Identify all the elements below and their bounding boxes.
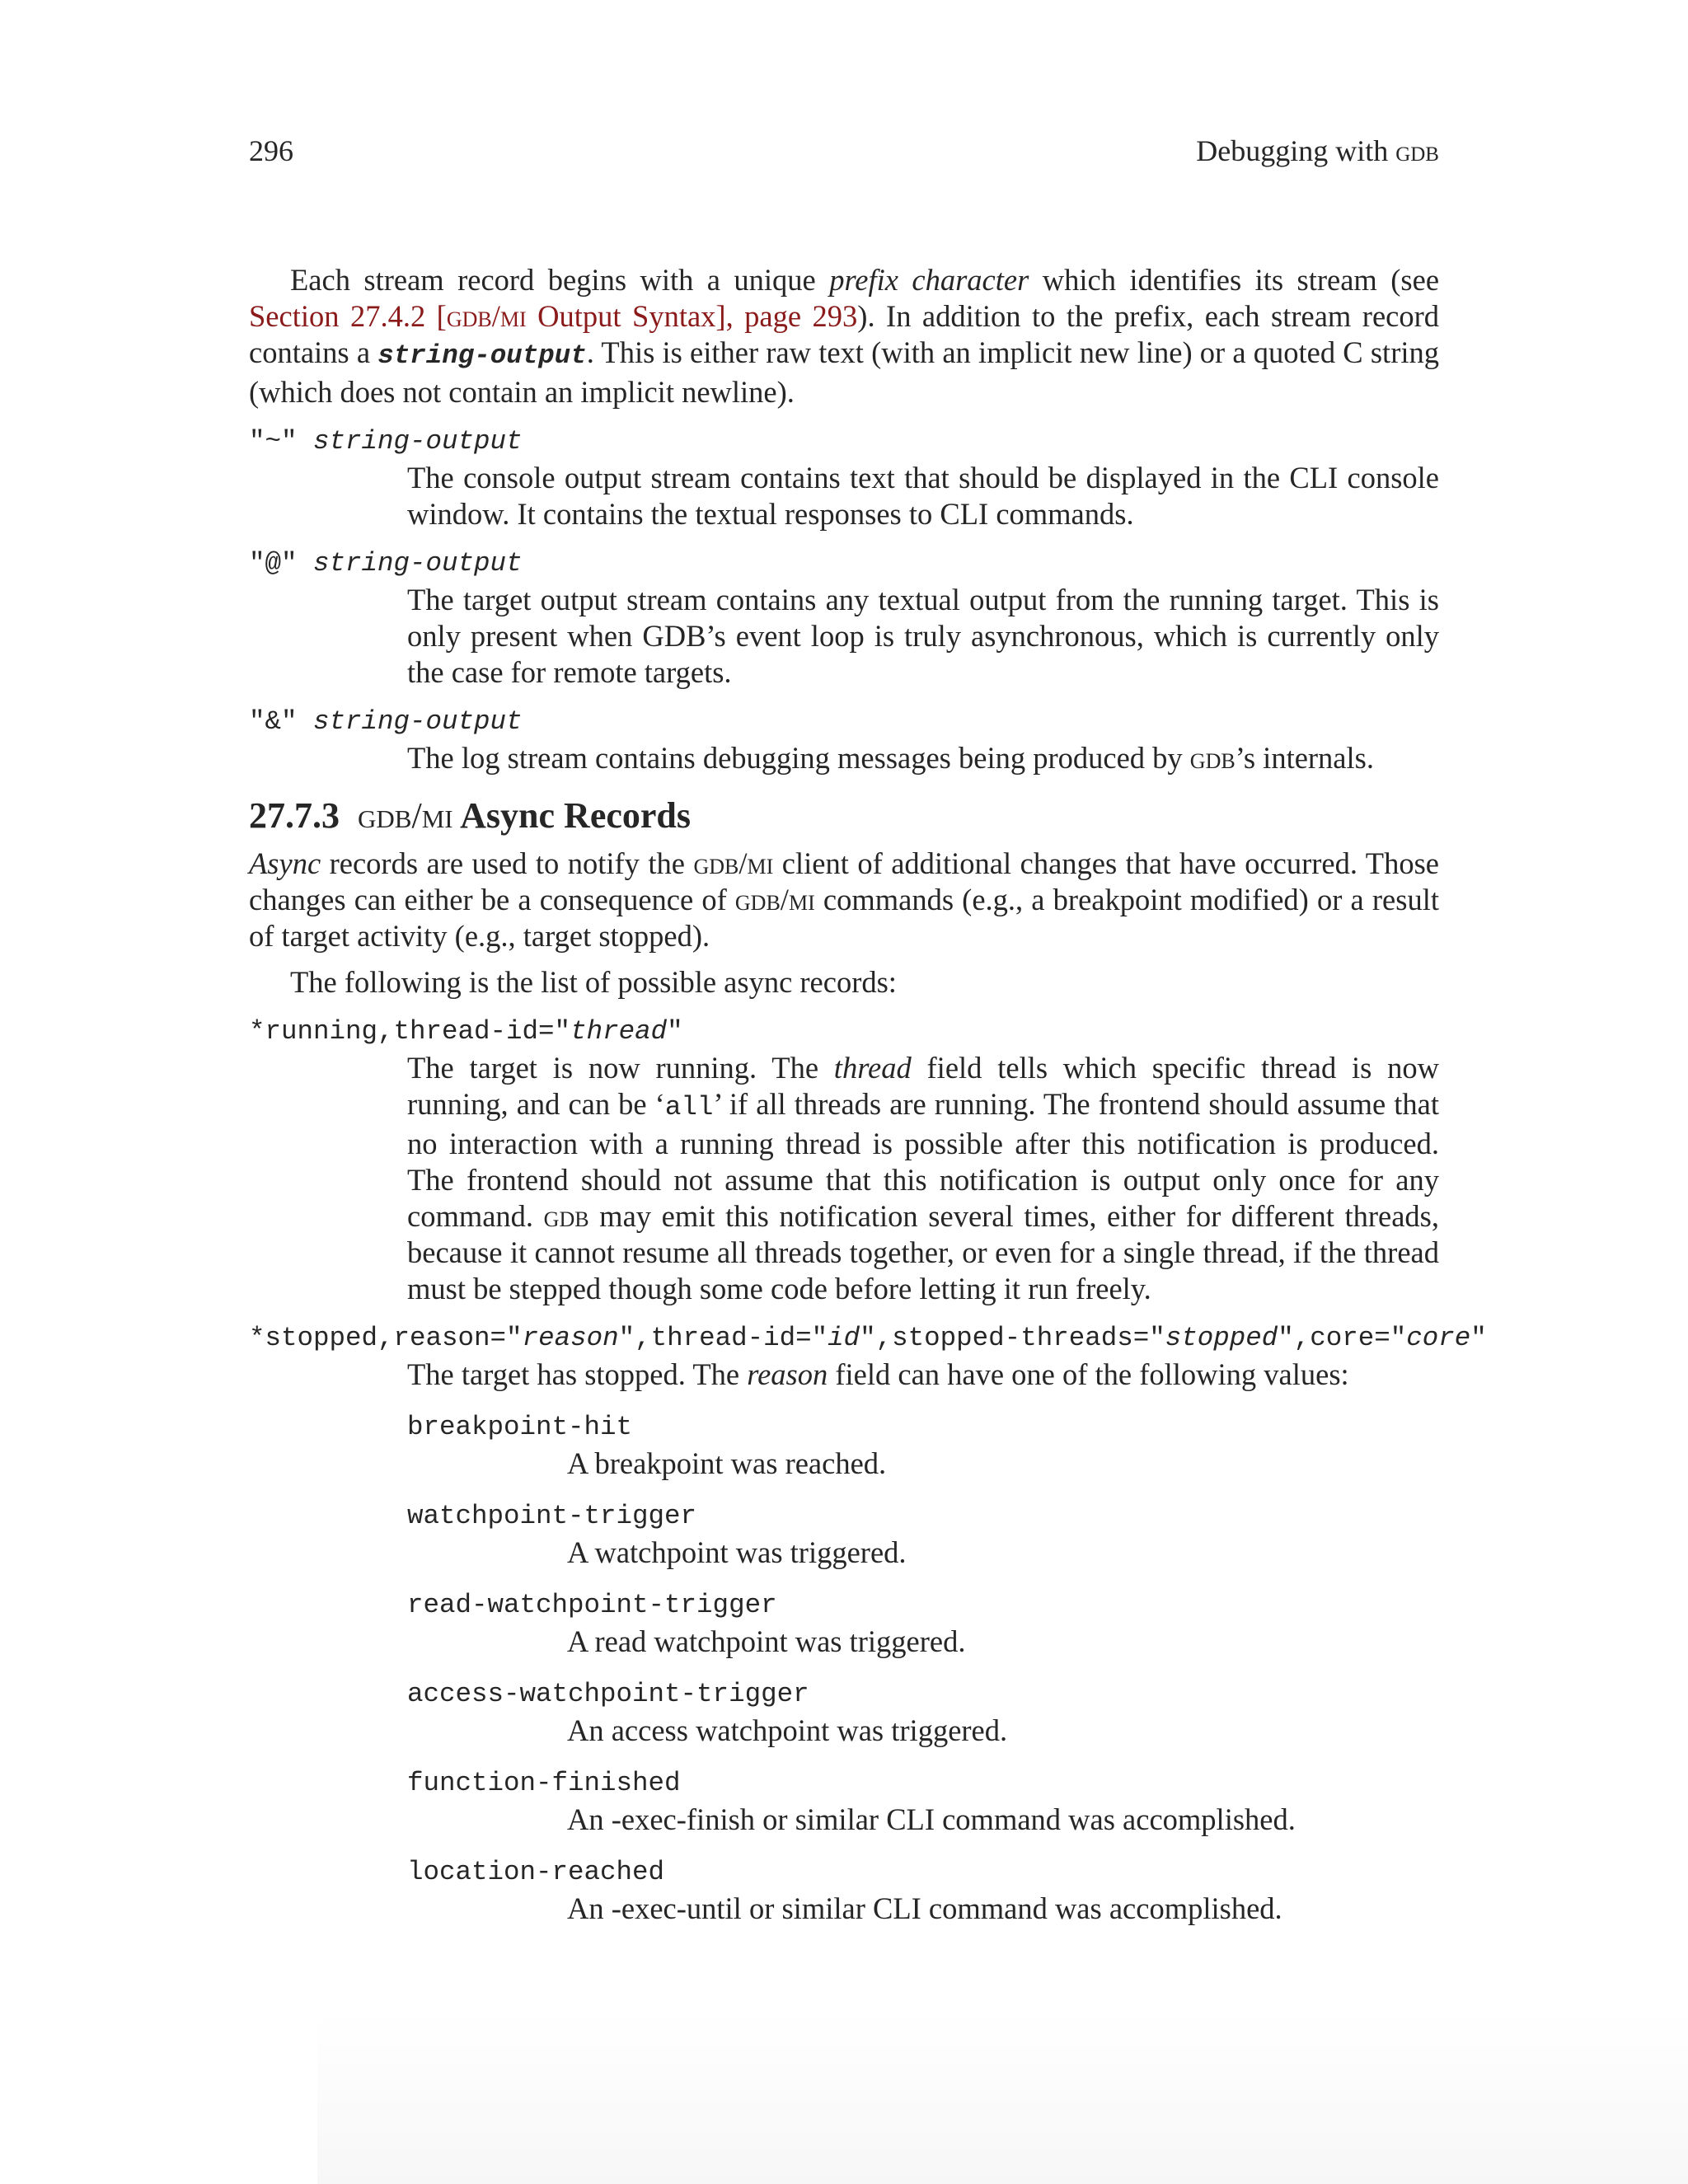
running-desc: The target is now running. The thread field tells which specific thread is now running, and can be ‘all’ if all threads are running. The frontend should assume that no interaction with a running thread is possible after this notification is produced. The frontend should not assume that this notification is output only once for any command. gdb may emit this notification several times, either for different threads, because it cannot resume all threads together, or even for a single thread, if the thread must be stepped though some code before letting it run freely. (407, 1051, 1439, 1305)
page-body (249, 262, 1487, 1927)
reason-desc: A read watchpoint was triggered. (567, 1624, 966, 1658)
reason-desc: An -exec-finish or similar CLI command was accomplished. (567, 1802, 1296, 1836)
page-number: 296 (249, 134, 293, 167)
running-term: *running,thread-id="thread" (249, 1016, 683, 1047)
stream-term-target: "@" string-output (249, 548, 523, 579)
intro-paragraph: Each stream record begins with a unique prefix character which identifies its stream (see Section 27.4.2 [gdb/mi Output Syntax], page 293). In addition to the prefix, each stream record contains a string-output. This is either raw text (with an implicit new line) or a quoted C string (which does not contain an implicit newline). (249, 263, 1440, 409)
stopped-desc: The target has stopped. The reason field can have one of the following values: (407, 1357, 1349, 1391)
reason-desc: A watchpoint was triggered. (567, 1535, 907, 1569)
reason-desc: An -exec-until or similar CLI command was accomplished. (567, 1891, 1282, 1925)
reason-term: read-watchpoint-trigger (407, 1590, 777, 1620)
running-title: Debugging with gdb (1196, 134, 1439, 167)
reason-term: breakpoint-hit (407, 1412, 633, 1442)
section-heading: 27.7.3 gdb/mi Async Records (249, 795, 692, 836)
page-header (249, 134, 1439, 168)
section-link[interactable]: Section 27.4.2 [gdb/mi Output Syntax], page 293 (249, 299, 858, 333)
stream-term-log: "&" string-output (249, 706, 523, 737)
reason-term: access-watchpoint-trigger (407, 1679, 809, 1709)
reason-desc: An access watchpoint was triggered. (567, 1713, 1008, 1747)
reason-term: watchpoint-trigger (407, 1501, 697, 1531)
reason-desc: A breakpoint was reached. (567, 1446, 887, 1480)
async-paragraph: Async records are used to notify the gdb/mi client of additional changes that have occurred. Those changes can either be a consequence of gdb/mi commands (e.g., a breakpoint modified) or a result of target activity (e.g., target stopped). (249, 846, 1439, 953)
reason-term: function-finished (407, 1768, 681, 1798)
reason-term: location-reached (407, 1857, 665, 1887)
stream-desc-log: The log stream contains debugging messages being produced by gdb’s internals. (407, 741, 1374, 775)
stopped-term: *stopped,reason="reason",thread-id="id",stopped-threads="stopped",core="core" (249, 1323, 1487, 1353)
list-intro: The following is the list of possible async records: (290, 965, 897, 999)
stream-desc-target: The target output stream contains any textual output from the running target. This is only present when GDB’s event loop is truly asynchronous, which is currently only the case for remote targets. (407, 583, 1439, 689)
scan-shading (317, 2011, 1688, 2184)
stream-desc-console: The console output stream contains text that should be displayed in the CLI console window. It contains the textual responses to CLI commands. (407, 461, 1439, 531)
stream-term-console: "~" string-output (249, 426, 523, 457)
